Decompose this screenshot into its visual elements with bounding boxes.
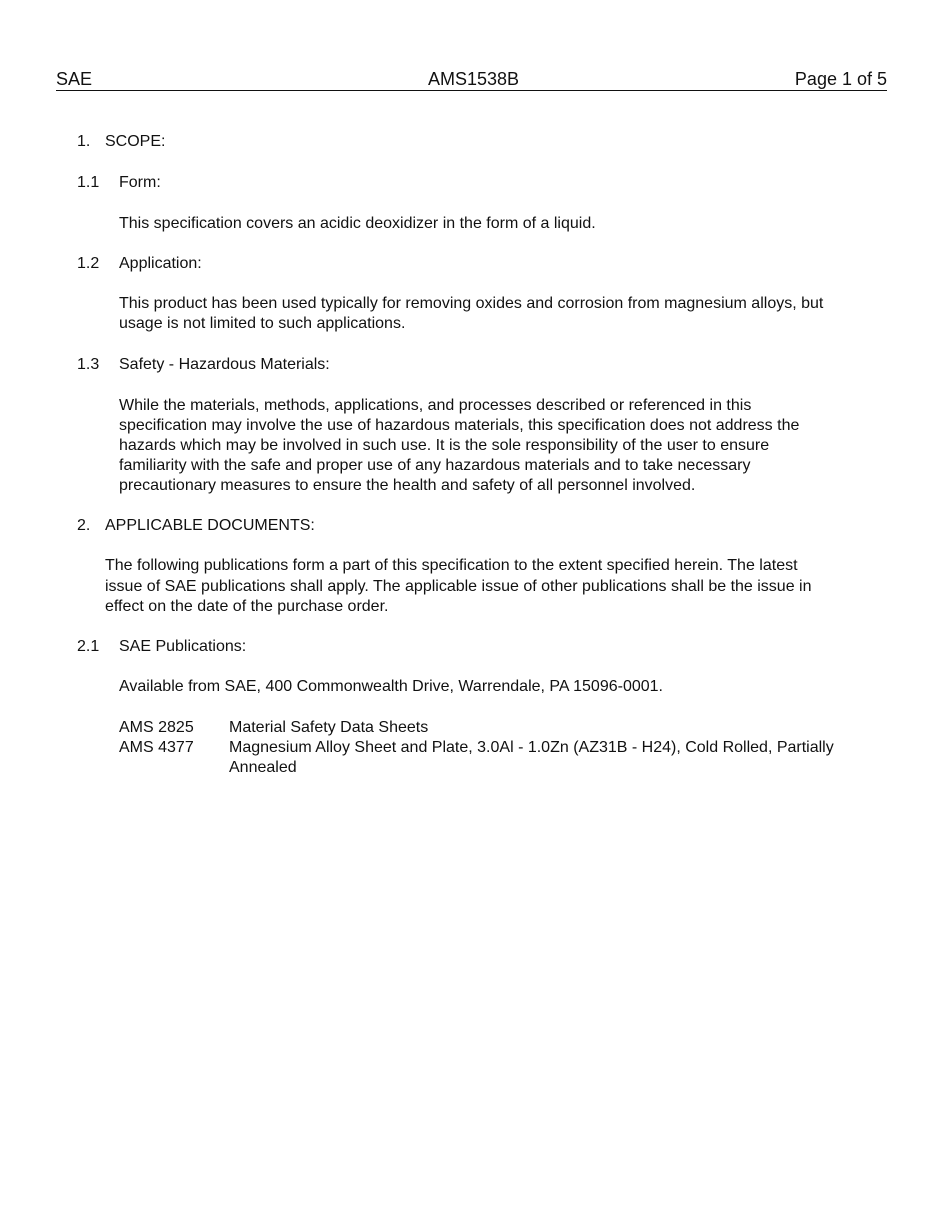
section-number: 1.1 — [77, 174, 100, 191]
header-page-number: Page 1 of 5 — [794, 69, 887, 89]
section-number: 2. — [77, 517, 91, 534]
section-2-1-heading — [77, 637, 247, 657]
section-2-text-line: effect on the date of the purchase order. — [105, 598, 389, 615]
section-1-heading — [77, 132, 166, 152]
reference-code: AMS 2825 — [119, 719, 194, 736]
section-1-2-heading — [77, 254, 202, 274]
section-1-1-heading — [77, 173, 161, 193]
section-1-3-text-line: specification may involve the use of hazardous materials, this specification does not address the — [119, 417, 800, 434]
section-1-2-text-line: This product has been used typically for removing oxides and corrosion from magnesium alloys, but — [119, 295, 824, 312]
section-title: SAE Publications: — [119, 638, 247, 655]
section-1-3-text-line: hazards which may be involved in such use. It is the sole responsibility of the user to ensure — [119, 437, 770, 454]
section-1-3-heading — [77, 355, 330, 375]
section-title: APPLICABLE DOCUMENTS: — [105, 517, 315, 534]
section-2-text-line: issue of SAE publications shall apply. The applicable issue of other publications shall be the issue in — [105, 578, 812, 595]
reference-title: Magnesium Alloy Sheet and Plate, 3.0Al - 1.0Zn (AZ31B - H24), Cold Rolled, Partially — [229, 739, 834, 756]
section-2-text-line: The following publications form a part of this specification to the extent specified herein. The latest — [105, 557, 798, 574]
reference-title-continued: Annealed — [229, 759, 297, 776]
page-header — [56, 68, 887, 91]
section-2-1-text: Available from SAE, 400 Commonwealth Drive, Warrendale, PA 15096-0001. — [119, 678, 663, 695]
section-1-1-text: This specification covers an acidic deoxidizer in the form of a liquid. — [119, 215, 596, 232]
section-title: Application: — [119, 255, 202, 272]
section-title: Safety - Hazardous Materials: — [119, 356, 330, 373]
section-title: SCOPE: — [105, 133, 166, 150]
header-document-number: AMS1538B — [428, 69, 520, 89]
reference-code: AMS 4377 — [119, 739, 194, 756]
reference-title: Material Safety Data Sheets — [229, 719, 429, 736]
header-publisher: SAE — [56, 69, 93, 89]
section-number: 2.1 — [77, 638, 100, 655]
section-number: 1.3 — [77, 356, 100, 373]
section-title: Form: — [119, 174, 161, 191]
section-1-3-text-line: While the materials, methods, applications, and processes described or referenced in this — [119, 397, 752, 414]
section-1-2-text-line: usage is not limited to such applications. — [119, 315, 406, 332]
section-number: 1.2 — [77, 255, 100, 272]
section-2-heading — [77, 516, 315, 536]
section-1-3-text-line: precautionary measures to ensure the health and safety of all personnel involved. — [119, 477, 696, 494]
section-number: 1. — [77, 133, 91, 150]
section-1-3-text-line: familiarity with the safe and proper use of any hazardous materials and to take necessary — [119, 457, 751, 474]
